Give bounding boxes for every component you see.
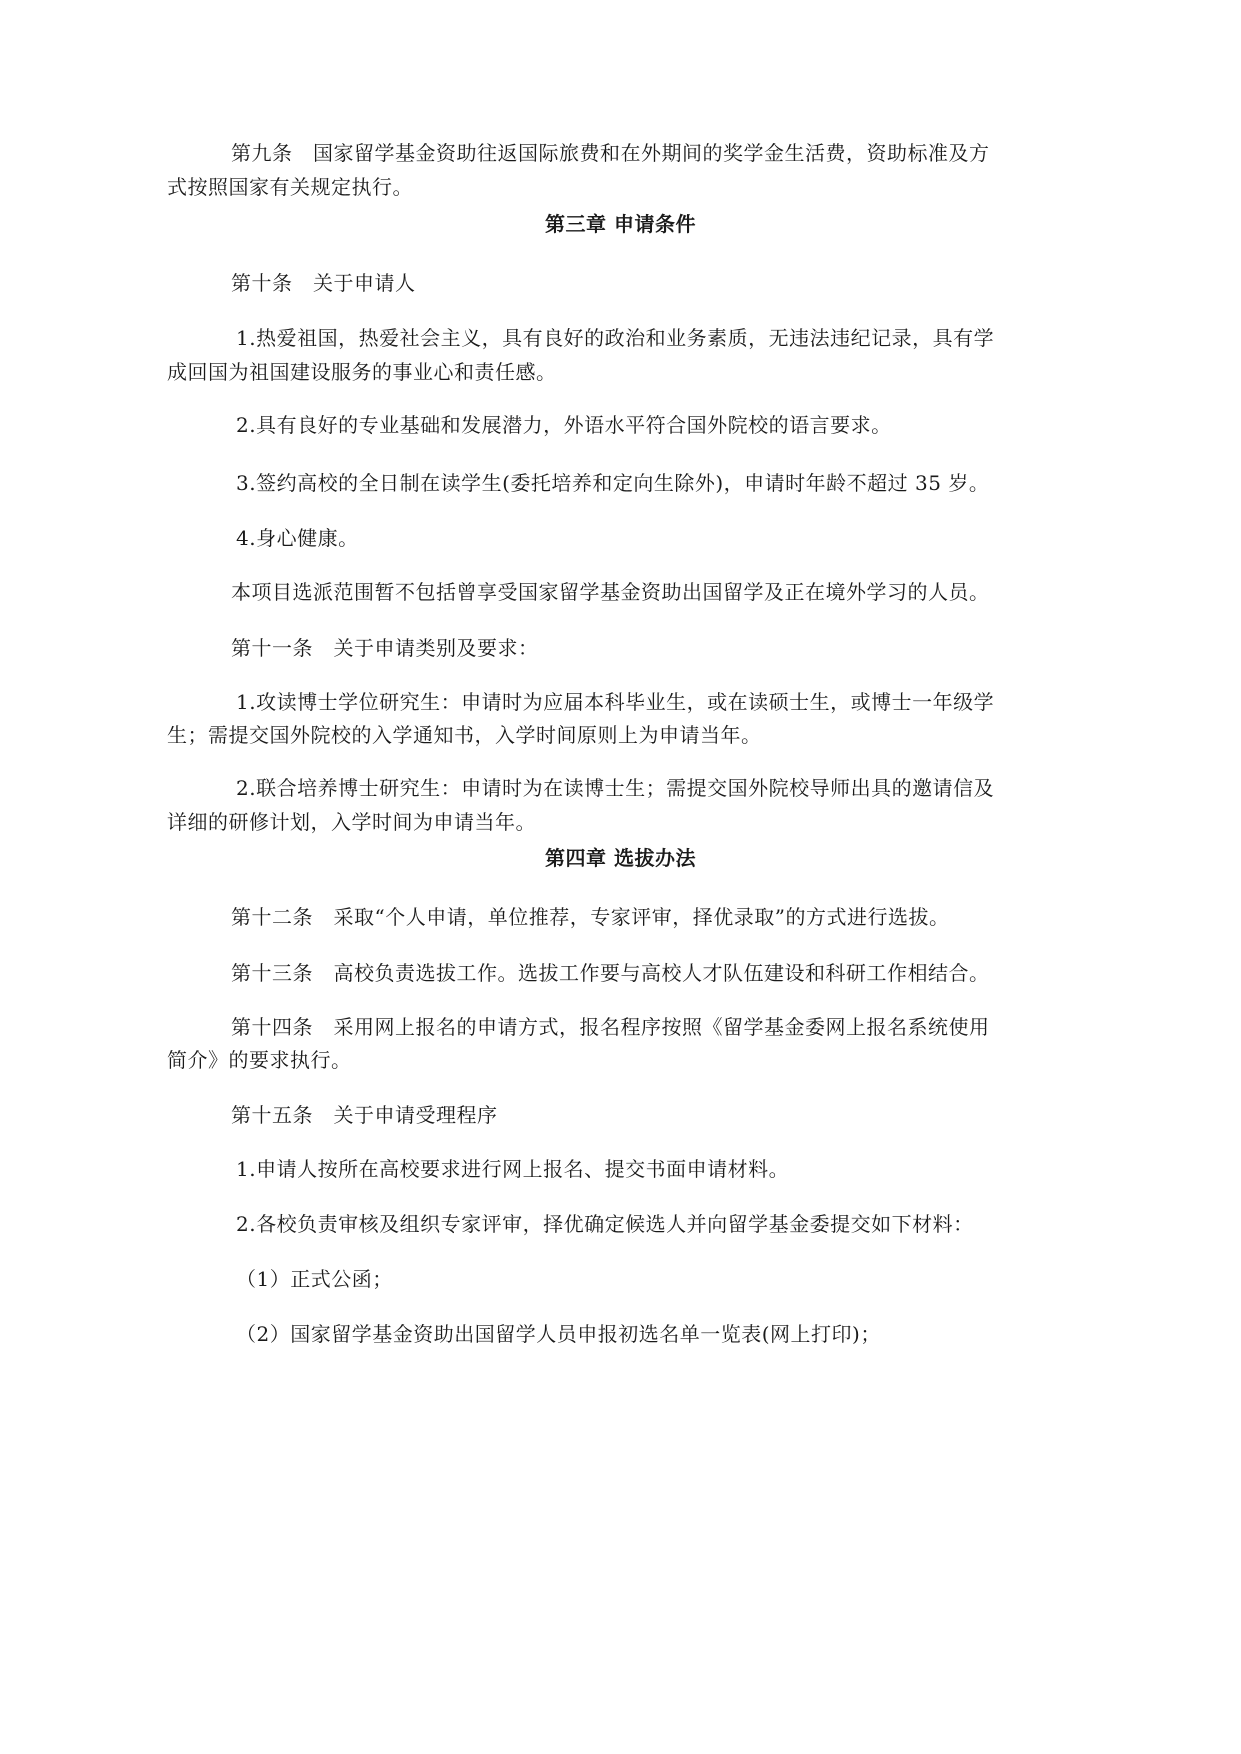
article-12: 第十二条 采取“个人申请，单位推荐，专家评审，择优录取”的方式进行选拔。 xyxy=(231,905,950,929)
article-15-item-1: 1.申请人按所在高校要求进行网上报名、提交书面申请材料。 xyxy=(236,1157,790,1181)
article-10-item-1-line-1: 1.热爱祖国，热爱社会主义，具有良好的政治和业务素质，无违法违纪记录，具有学 xyxy=(236,326,995,350)
article-9-line-2: 式按照国家有关规定执行。 xyxy=(167,175,413,199)
article-15-title: 第十五条 关于申请受理程序 xyxy=(231,1103,498,1127)
article-10-item-3: 3.签约高校的全日制在读学生(委托培养和定向生除外)，申请时年龄不超过 35 岁。 xyxy=(236,471,990,495)
scope-note: 本项目选派范围暂不包括曾享受国家留学基金资助出国留学及正在境外学习的人员。 xyxy=(231,580,990,604)
article-14-line-2: 简介》的要求执行。 xyxy=(167,1048,352,1072)
article-11-title: 第十一条 关于申请类别及要求： xyxy=(231,636,539,660)
article-11-item-1-line-2: 生；需提交国外院校的入学通知书，入学时间原则上为申请当年。 xyxy=(167,723,762,747)
article-10-title: 第十条 关于申请人 xyxy=(231,271,416,295)
chapter-4-heading: 第四章 选拔办法 xyxy=(545,846,696,870)
chapter-3-heading: 第三章 申请条件 xyxy=(545,212,696,236)
article-15-item-2: 2.各校负责审核及组织专家评审，择优确定候选人并向留学基金委提交如下材料： xyxy=(236,1212,974,1236)
article-14-line-1: 第十四条 采用网上报名的申请方式，报名程序按照《留学基金委网上报名系统使用 xyxy=(231,1015,990,1039)
article-9-line-1: 第九条 国家留学基金资助往返国际旅费和在外期间的奖学金生活费，资助标准及方 xyxy=(231,141,990,165)
article-10-item-2: 2.具有良好的专业基础和发展潜力，外语水平符合国外院校的语言要求。 xyxy=(236,413,892,437)
article-10-item-4: 4.身心健康。 xyxy=(236,526,359,550)
article-11-item-1-line-1: 1.攻读博士学位研究生：申请时为应届本科毕业生，或在读硕士生，或博士一年级学 xyxy=(236,690,995,714)
article-15-subitem-2: （2）国家留学基金资助出国留学人员申报初选名单一览表(网上打印)； xyxy=(236,1322,881,1346)
article-15-subitem-1: （1）正式公函； xyxy=(236,1267,393,1291)
article-11-item-2-line-1: 2.联合培养博士研究生：申请时为在读博士生；需提交国外院校导师出具的邀请信及 xyxy=(236,776,995,800)
article-11-item-2-line-2: 详细的研修计划，入学时间为申请当年。 xyxy=(167,810,536,834)
article-13: 第十三条 高校负责选拔工作。选拔工作要与高校人才队伍建设和科研工作相结合。 xyxy=(231,961,990,985)
article-10-item-1-line-2: 成回国为祖国建设服务的事业心和责任感。 xyxy=(167,360,557,384)
